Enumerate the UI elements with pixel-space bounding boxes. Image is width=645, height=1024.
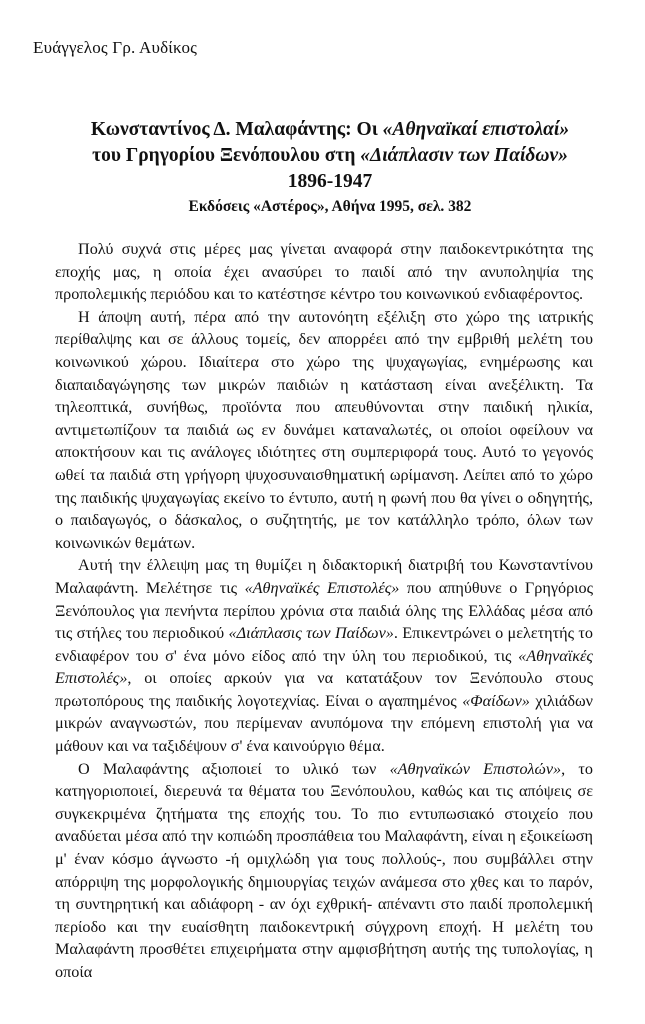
paragraph-1: Πολύ συχνά στις μέρες μας γίνεται αναφορά στην παιδοκεντρικότητα της εποχής μας, η οποία έχει ανασύρει το παιδί από την ανυποληψία της προπολεμικής περιόδου και το κατέστησε κέντρο του κοινωνικού ενδιαφέροντος.	[55, 240, 593, 304]
paragraph-4-part: , το κατηγοριοποιεί, διερευνά τα θέματα του Ξενόπουλου, καθώς και τις απόψεις σε συγκεκριμένα ζητήματα της εποχής του. Το πιο εντυπωσιακό στοιχείο που αναδύεται μέσα από την κοπιώδη προσπάθεια του Μαλαφάντη, είναι η εξοικείωση μ' έναν κόσμο άγνωστο -ή ομιχλώδη για τους πολλούς-, που συμβάλλει στην απόρριψη της μορφολογικής δημιουργίας τειχών ανάμεσα στο χθες και το παρόν, τη συντηρητική και αδιάφορη - αν όχι εχθρική- απέναντι στο παιδί προπολεμική περίοδο και την ευαίσθητη παιδοκεντρική σύγχρονη εποχή. Η μελέτη του Μαλαφάντη προσθέτει επιχειρήματα στην αμφισβήτηση αυτής της τυπολογίας, η οποία	[55, 759, 593, 981]
paragraph-3-part: που απηύθυνε ο Γρηγόριος Ξενόπουλος για πενήντα περίπου χρόνια στα παιδιά όλης της Ελλάδας μέσα από τις στήλες του περιοδικού	[55, 578, 594, 643]
paragraph-3-part: . Επικεντρώνει ο μελετητής το ενδιαφέρον του σ' ένα μόνο είδος από την ύλη του περιοδικού, τις	[55, 624, 593, 665]
paragraph-3-italic: «Διάπλασις των Παίδων»	[228, 624, 394, 643]
title-line-2-text: του Γρηγορίου Ξενόπουλου στη	[92, 145, 361, 166]
publication-info: Εκδόσεις «Αστέρος», Αθήνα 1995, σελ. 382	[188, 198, 472, 215]
paragraph-3-italic: «Φαίδων»	[462, 691, 530, 710]
title-line-2	[55, 143, 605, 169]
paragraph-4-part: Ο Μαλαφάντης αξιοποιεί το υλικό των	[78, 759, 390, 778]
title-line-2-italic: «Διάπλασιν των Παίδων»	[360, 145, 568, 166]
review-heading	[55, 117, 605, 217]
paragraph-2: Η άποψη αυτή, πέρα από την αυτονόητη εξέλιξη στο χώρο της ιατρικής περίθαλψης και σε άλλους τομείς, δεν απορρέει από την εμβριθή μελέτη του κοινωνικού χώρου. Ιδιαίτερα στο χώρο της ψυχαγωγίας, ενημέρωσης και διαπαιδαγώγησης των μικρών παιδιών η κατάσταση είναι ανεξέλικτη. Τα τηλεοπτικά, συνήθως, προϊόντα που απευθύνονται στην παιδική ηλικία, αντιμετωπίζουν τα παιδιά ως εν δυνάμει καταναλωτές, οι οποίοι οφείλουν να αποκτήσουν και τις ανάλογες ιδιότητες στη συμπεριφορά τους. Αυτό το γεγονός ωθεί τα παιδιά στη γρήγορη ψυχοσυναισθηματική ωρίμανση. Λείπει από το χώρο της παιδικής ψυχαγωγίας εκείνο το έντυπο, αυτή η φωνή που θα γίνει ο οδηγητής, ο παιδαγωγός, ο δάσκαλος, ο συζητητής, με τον κατάλληλο τρόπο, όλων των κοινωνικών θεμάτων.	[55, 307, 593, 552]
title-line-1	[55, 117, 605, 143]
paragraph-4-italic: «Αθηναϊκών Επιστολών»	[389, 759, 562, 778]
title-line-1-italic: «Αθηναϊκαί επιστολαί»	[382, 119, 570, 140]
title-years: 1896-1947	[287, 171, 373, 192]
paragraph-3-part: Αυτή την έλλειψη μας τη θυμίζει η διδακτορική διατριβή του Κωνσταντίνου Μαλαφάντη. Μελέτησε τις	[55, 556, 593, 597]
paragraph-3-part: , οι οποίες αρκούν για να κατατάξουν τον Ξενόπουλο στους πρωτοπόρους της παιδικής λογοτεχνίας. Είναι ο αγαπημένος	[55, 669, 593, 710]
paragraph-3-italic: «Αθηναϊκές Επιστολές»	[244, 578, 400, 597]
paragraph-3-part: χιλιάδων μικρών αναγνωστών, που περίμεναν ανυπόμονα την επόμενη επιστολή για να μάθουν και να ταξιδέψουν σ' ένα καινούργιο θέμα.	[55, 691, 593, 756]
paragraph-3	[55, 554, 593, 757]
running-head: Ευάγγελος Γρ. Αυδίκος	[33, 38, 198, 57]
title-line-1-text: Κωνσταντίνος Δ. Μαλαφάντης: Οι	[90, 119, 383, 140]
paragraph-4	[55, 758, 593, 984]
paragraph-3-italic: «Αθηναϊκές Επιστολές»	[55, 646, 593, 688]
review-body	[55, 238, 593, 984]
